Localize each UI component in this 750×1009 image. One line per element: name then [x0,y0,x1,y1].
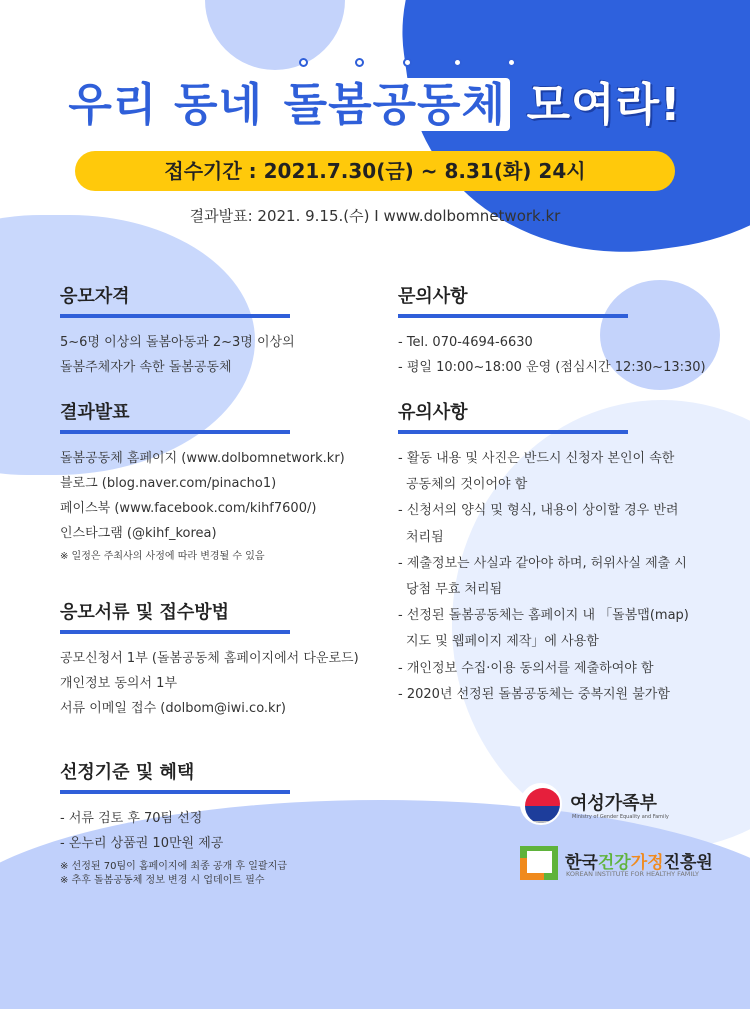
institute-logo [520,846,720,886]
inquiry-section [398,282,706,380]
criteria-line: - 서류 검토 후 70팀 선정 [60,811,203,826]
results-section [60,398,345,564]
page-title [0,68,750,133]
eligibility-line: 5~6명 이상의 돌봄아동과 2~3명 이상의 [60,335,295,350]
documents-section [60,598,359,721]
section-underline [60,430,290,434]
results-line-facebook: 페이스북 (www.facebook.com/kihf7600/) [60,501,317,516]
eligibility-line: 돌봄주체자가 속한 돌봄공동체 [60,360,232,375]
inquiry-hours: - 평일 10:00~18:00 운영 (점심시간 12:30~13:30) [398,360,706,375]
title-part1: 우리 동네 [68,78,280,131]
section-underline [398,430,628,434]
caution-line: 당첨 무효 처리됨 [406,582,503,598]
documents-text [60,646,359,721]
ministry-english-name: Ministry of Gender Equality and Family [572,814,669,820]
eligibility-text [60,330,295,380]
criteria-line: - 온누리 상품권 10만원 제공 [60,836,224,851]
title-highlight: 돌봄공동체 [280,78,510,131]
section-underline [60,790,290,794]
institute-name-part: 가정 [630,853,664,873]
section-underline [60,314,290,318]
eligibility-section [60,282,295,380]
caution-line: 처리됨 [406,529,444,545]
title-part2: 모여라! [509,78,682,131]
criteria-section [60,758,290,888]
documents-line: 공모신청서 1부 (돌봄공동체 홈페이지에서 다운로드) [60,651,359,666]
section-underline [60,630,290,634]
caution-line: - 신청서의 양식 및 형식, 내용이 상이할 경우 반려 [398,503,679,519]
caution-line: - 제출정보는 사실과 같아야 하며, 허위사실 제출 시 [398,555,687,571]
caution-line: - 2020년 선정된 돌봄공동체는 중복지원 불가함 [398,686,670,702]
title-dots [285,58,555,68]
results-line-blog: 블로그 (blog.naver.com/pinacho1) [60,476,277,491]
institute-english-name: KOREAN INSTITUTE FOR HEALTHY FAMILY [566,870,700,878]
taegeuk-icon [520,783,562,825]
results-text [60,446,345,546]
results-line-homepage: 돌봄공동체 홈페이지 (www.dolbomnetwork.kr) [60,451,345,466]
bg-blob-top-right [379,0,750,281]
cautions-text [398,446,689,708]
application-period-banner: 접수기간 : 2021.7.30(금) ~ 8.31(화) 24시 [75,151,675,191]
caution-line: 지도 및 웹페이지 제작」에 사용함 [406,634,599,650]
criteria-title: 선정기준 및 혜택 [60,762,195,783]
results-note: ※ 일정은 주최사의 사정에 따라 변경될 수 있음 [60,551,265,562]
institute-name-part: 건강 [597,853,631,873]
institute-mark-icon [520,846,558,880]
inquiry-phone: - Tel. 070-4694-6630 [398,335,533,350]
announcement-line: 결과발표: 2021. 9.15.(수) I www.dolbomnetwork.kr [189,207,561,225]
ministry-logo [520,783,700,828]
criteria-note: ※ 추후 돌봄공동체 정보 변경 시 업데이트 필수 [60,875,265,886]
caution-line: 공동체의 것이어야 함 [406,477,528,493]
documents-title: 응모서류 및 접수방법 [60,602,230,623]
results-title: 결과발표 [60,402,130,423]
ministry-name: 여성가족부 [570,793,657,814]
caution-line: - 선정된 돌봄공동체는 홈페이지 내 「돌봄맵(map) [398,608,689,624]
caution-line: - 개인정보 수집·이용 동의서를 제출하여야 함 [398,660,654,676]
caution-line: - 활동 내용 및 사진은 반드시 신청자 본인이 속한 [398,451,675,466]
documents-line: 개인정보 동의서 1부 [60,676,177,691]
results-line-instagram: 인스타그램 (@kihf_korea) [60,526,217,541]
criteria-note: ※ 선정된 70팀이 홈페이지에 최종 공개 후 일괄지급 [60,861,287,872]
criteria-text [60,806,290,856]
section-underline [398,314,628,318]
institute-name-part: 한국 [565,853,598,873]
inquiry-title: 문의사항 [398,286,468,307]
cautions-section [398,398,689,708]
eligibility-title: 응모자격 [60,286,130,307]
inquiry-text [398,330,706,380]
cautions-title: 유의사항 [398,402,468,423]
institute-name-part: 진흥원 [663,853,713,873]
documents-line: 서류 이메일 접수 (dolbom@iwi.co.kr) [60,701,286,716]
